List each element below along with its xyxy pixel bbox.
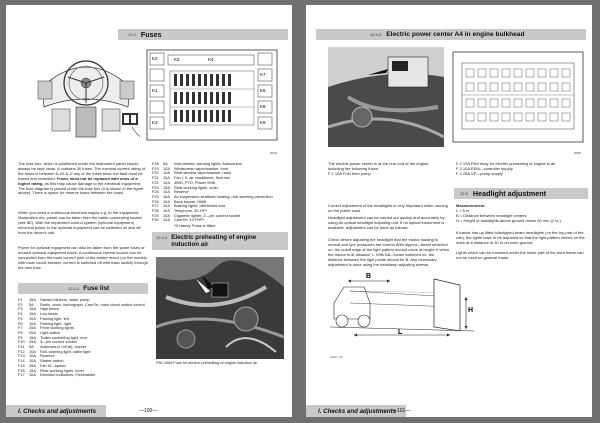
measure-para: If tractor has up lifted fullsdipped beam headlights (on the top part of the cab), the lights have to be adjusted so that the light pattern shines on the mark at a distance of 30 m on even ground.: [456, 230, 585, 245]
diagram-label-l: L: [398, 329, 403, 336]
fuse-id: F16: [18, 367, 25, 373]
page-number-left: —100—: [139, 408, 158, 414]
fuse-function: Low beam: [40, 311, 58, 317]
fuse-label-k3: K3: [152, 120, 158, 125]
figure-code: M679: [270, 151, 277, 155]
diagram-code: A312—74: [330, 355, 343, 359]
fuse-rating: 10A: [163, 175, 170, 181]
bold-warning: Fuses must not be replaced with ones of a higher rating,: [18, 175, 138, 186]
fuse-rating: 15A: [163, 193, 170, 199]
fuse-id: F14: [18, 358, 25, 364]
fuse-rating: 10A: [29, 315, 36, 321]
fuse-id: F27: [152, 203, 159, 209]
fuse-id: F12: [18, 348, 25, 354]
fuse-function: Cigarette lighter, 2—pin current socket: [174, 212, 241, 218]
fuse-rating: 25A: [29, 339, 36, 345]
fuse-label-k9: K9: [260, 120, 266, 125]
fuse-rating: 10A: [163, 170, 170, 176]
fuse-rating: 10A: [163, 179, 170, 185]
fuse-list-a-row: [18, 373, 148, 378]
fuse-id: F26: [152, 198, 159, 204]
fuse-rating: 10A: [29, 320, 36, 326]
measurements: [456, 204, 588, 224]
fuse-rating: 5A: [29, 344, 34, 350]
fuse-label-k2: K2: [152, 56, 158, 61]
fuse-rating: 15A: [29, 306, 36, 312]
fuse-id: F15: [18, 362, 25, 368]
fuse-id: F13: [18, 353, 25, 359]
fuse-id: F30: [152, 217, 159, 223]
measurement-b: B = Distance between headlight centers: [456, 212, 527, 218]
fuse-id: F9: [18, 334, 23, 340]
fuse-rating: 10A: [163, 203, 170, 209]
photo-code: M656: [574, 151, 581, 155]
fuse-id: F24: [152, 189, 159, 195]
engine-photo: [156, 257, 284, 359]
fuse-id: F28: [152, 208, 159, 214]
fuse-rating: 5A: [29, 301, 34, 307]
fuse-function: Light switch: [40, 329, 61, 335]
fuse-rating: 10A: [163, 165, 170, 171]
fuse-rating: 10A: [163, 208, 170, 214]
fuse-function: Windscreen wiper/washer, front: [174, 165, 229, 171]
fuse-function: Reserve: [174, 189, 189, 195]
fuse-function: Fan I, II, air conditioner, floor fan: [174, 175, 230, 181]
fuse-f3: F 3 10A EEM—controller supply: [456, 165, 513, 171]
measurement-l: L = 5 m: [456, 207, 470, 213]
fuse-function: Rear working lights, outer: [174, 184, 219, 190]
fuse-rating: 10A: [29, 372, 36, 378]
fuse-rating: 5A: [163, 161, 168, 166]
fuse-f2: F 2 10A Pilot relay for electric preheating of engine in-air: [456, 161, 556, 166]
fuse-rating: 25A: [29, 362, 36, 368]
fuse-rating: 25A: [29, 325, 36, 331]
fuse-id: F23: [152, 184, 159, 190]
section-header-fuses: [118, 29, 288, 40]
diagram-label-h: H: [468, 307, 474, 314]
fuse-function: Starter switch: [40, 358, 64, 364]
footnote: *If Handy Frass is fitted: [174, 223, 216, 228]
fuse-function: Autocontrol I-I/Eat), buzzer: [40, 344, 87, 350]
fuse-function: Instruments, warning lights, Autocontrol: [174, 161, 242, 166]
fuse-rating: 25A: [29, 329, 36, 335]
photo-caption: F50 250A Fuse for electric preheating of engine induction air: [156, 361, 258, 365]
intro-paragraph-1: The fuse box, which is positioned under the instrument panel should always be kept clean. It contains 30 fuses. The nominal current rating of the fuses is between 5–25 A. If any of the fuses blow, the fault must be traced and remedied. Fuses must not be replaced with ones of a higher rating, as this may cause damage to the electrical equipment. The fuse diagram is placed under the fuse box (it is shown in the figure above). There is space for reserve fuses between the fuses.: [18, 161, 146, 196]
fuse-function: Parking light, right: [40, 320, 72, 326]
fuse-function: Fan III—speed: [40, 362, 66, 368]
fuse-list-a: [18, 298, 148, 378]
fuse-function: Parking light, left: [40, 315, 69, 321]
adjust-para-3: Check before adjusting the headlight that the tractor loading is normal and tyre pressures are correct.With dipped—beam switched on, the cutoff edge of the light pattern should come at height H when the tractor is at distance L. With full—beam switched on, the distance between the light points should be B. Any necessary adjustment is done using the headlamp adjusting screws.: [328, 237, 450, 267]
fuse-label-k6: K6: [260, 88, 266, 93]
diagram-label-b: B: [366, 273, 372, 280]
fuse-function: Braking lights, differential lock: [174, 203, 226, 209]
fuse-rating: 10A: [163, 189, 170, 195]
fuse-label-k1: K1: [152, 88, 158, 93]
fuse-function: Roll, warning light, cabin light: [40, 348, 91, 354]
fuse-id: F20: [152, 170, 159, 176]
subsection-header-preheating: 12.4.2. Electric preheating of engine induction air: [152, 232, 288, 250]
fuse-label-k7: K7: [260, 72, 266, 77]
fuse-function: Hazard blinkers, water pump: [40, 297, 90, 302]
fuse-id: F5: [18, 315, 23, 321]
fuse-function: Trailer socket/fog light, rear: [40, 334, 87, 340]
power-center-para: The electric power center is at the rear end of the engine, including the following fuses:: [328, 161, 430, 171]
fuse-id: F2: [18, 301, 23, 307]
fuse-id: F4: [18, 311, 23, 317]
fuse-function: 4WD, PTO, Power Shift: [174, 179, 215, 185]
section-number: 12.4.: [128, 32, 137, 37]
power-center-diagram: [452, 51, 584, 143]
fuse-function: Telephone, 2K-HP*: [174, 208, 208, 214]
adjust-para-1: Correct adjustment of the headlights is very important when running on the public road.: [328, 203, 448, 213]
fuse-id: F19: [152, 165, 159, 171]
fuse-function: Direction indicators, Fieldmaster: [40, 372, 96, 378]
fuse-rating: 15A: [29, 297, 36, 302]
dashboard-illustration: [32, 47, 140, 143]
fuse-rating: 10A: [29, 358, 36, 364]
fuse-rating: 10A: [29, 348, 36, 354]
fuse-id: F10: [18, 339, 25, 345]
fuse-rating: 10A: [163, 212, 170, 218]
fuse-rating: 15A: [163, 184, 170, 190]
fuse-label-k8: K8: [260, 104, 266, 109]
fuse-rating: 10A: [29, 353, 36, 359]
footer-bar-right: l. Checks and adjustments: [306, 405, 406, 417]
fuse-id: F7: [18, 325, 23, 331]
adjust-para-2: Headlight adjustment can be carried out quickly and accurately by using an optical headlight adjusting unit. If no optical instrument is available, adjustment can be done as follows:: [328, 215, 445, 230]
page-number-right: —101—: [392, 408, 411, 414]
section-header-power-center: 12.4.3. Electric power center A4 in engine bulkhead: [316, 29, 586, 40]
fuse-label-k4: K4: [208, 57, 214, 62]
fuse-rating: 15A: [29, 311, 36, 317]
measurement-h: H = Height of headlights above ground minus 50 mm (2 in.): [456, 217, 561, 223]
fuse-id: F22: [152, 179, 159, 185]
fuse-rating: 15A: [29, 334, 36, 340]
headlight-diagram: [330, 273, 474, 345]
fuse-id: F11: [18, 344, 25, 350]
fuse-right-list: [456, 162, 586, 177]
fuse-function: Back buzzer, Hitlift: [174, 198, 207, 204]
fuse-id: F8: [18, 329, 23, 335]
left-page: [6, 5, 292, 417]
fuse-function: CareTel, 14 FHP*: [174, 217, 205, 223]
fuse-id: F1: [18, 297, 23, 302]
fuse-rating: 10A: [163, 217, 170, 223]
footer-bar-left: l. Checks and adjustments: [6, 405, 106, 417]
fuse-function: Reserve: [40, 353, 55, 359]
fuse-function: Radio, clock, tachograph, CareTel, main circuit switch control: [40, 301, 145, 307]
fuse-box-diagram: [146, 49, 278, 141]
fuse-function: Front working lights: [40, 325, 74, 331]
fuse-id: F25: [152, 193, 159, 199]
fuse-function: Rear window wiper/washer, radio: [174, 170, 232, 176]
measurements-title: Measurements:: [456, 203, 486, 208]
fuse-label-k5: K5: [174, 57, 180, 62]
fuse-id: F3: [18, 306, 23, 312]
section-header-headlight: 12.5. Headlight adjustment: [454, 188, 588, 199]
fuse-function: Rear working lights, inner: [40, 367, 84, 373]
fuse-rating: 15A: [29, 367, 36, 373]
fuse-rating: 10A: [163, 198, 170, 204]
right-page: [306, 5, 592, 417]
fuse-list-b: [152, 162, 286, 223]
section-title: Fuses: [140, 30, 162, 39]
intro-paragraph-2: When you need a continuous electrical supply e.g. to the equipment, illumination etc. power can be taken from the trailer connecting socket (see 8E). With the implement control system (optional equipment) electrical power to the optional equipment can be switched on and off from the driver's cab.: [18, 210, 142, 235]
fuse-id: F21: [152, 175, 159, 181]
fuse-id: F18: [152, 161, 159, 166]
fuse-f1: F 1 10A Fuel feed pump: [328, 171, 371, 176]
fuse-id: F17: [18, 372, 25, 378]
fuse-id: F6: [18, 320, 23, 326]
fuse-function: Air suspension seatbeat heating, rear steering prevention: [174, 193, 273, 199]
fuse-f4: F 4 25A VP—pump supply: [456, 170, 503, 176]
subsection-header-fuse-list: 12.4.1. Fuse list: [18, 283, 148, 294]
fuse-function: High beam: [40, 306, 59, 312]
fuse-function: 3—pin current socket: [40, 339, 77, 345]
fuse-id: F29: [152, 212, 159, 218]
measure-para-2: Lights which can be mounted under the lower part of the front frame can not be used on general roads.: [456, 250, 584, 260]
fuse-list-b-row: [152, 218, 286, 223]
engine-bulkhead-photo: [328, 47, 444, 147]
intro-paragraph-3: Power for optional equipment can also be taken from the spare fuses or unused optional equipment fuses. A continuous current source can be connected from the main current pole of the starter motor (on the models with main circuit breaker, current is switched off with main switch) through the new fuse.: [18, 245, 148, 270]
